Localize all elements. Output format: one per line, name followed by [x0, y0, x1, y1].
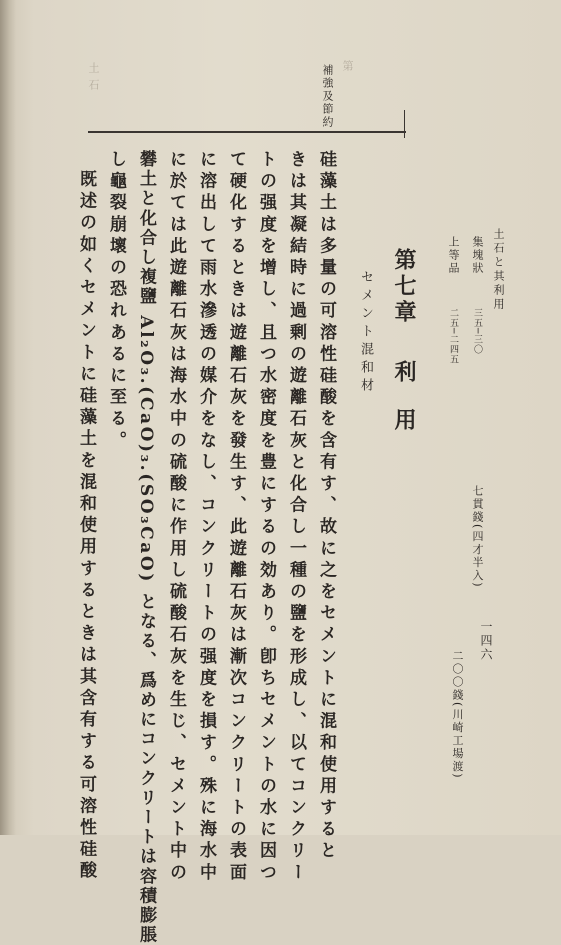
- body-column: に溶出して雨水滲透の媒介をなし、コンクリートの强度を損す。殊に海水中: [196, 150, 216, 885]
- table-row-item: 集塊狀: [471, 236, 484, 275]
- table-row-price: 七貫錢(四才半入): [471, 485, 484, 589]
- page-gutter-shadow: [0, 0, 16, 835]
- body-column: 既述の如くセメントに硅藻土を混和使用するときは其含有する可溶性硅酸: [76, 170, 96, 883]
- bleed-through-mark: 土石: [87, 62, 100, 96]
- chapter-title: 利用: [391, 360, 417, 456]
- chapter-number: 第七章: [391, 248, 417, 326]
- table-row-price: 二〇〇錢(川崎工場渡): [451, 650, 464, 780]
- body-column: し龜裂崩壞の恐れあるに至る。: [106, 150, 126, 453]
- table-row-range: 三五─三〇: [472, 308, 482, 355]
- margin-rule: [88, 131, 406, 133]
- body-column: 硅藻土は多量の可溶性硅酸を含有す、故に之をセメントに混和使用すると: [316, 150, 336, 863]
- body-column: て硬化するときは遊離石灰を發生す、此遊離石灰は漸次コンクリートの表面: [226, 150, 246, 885]
- running-head: 土石と其利用: [492, 228, 505, 312]
- page-number: 一四六: [479, 620, 493, 662]
- margin-note: 補強及節約: [321, 64, 334, 129]
- margin-rule-tick: [404, 110, 405, 138]
- section-heading: セメント混和材: [358, 270, 373, 396]
- body-column: 礬土と化合し複鹽 Al₂O₃.(CaO)₃.(SO₃CaO) となる、爲めにコンクリートは容積膨脹: [136, 150, 156, 945]
- body-column: に於ては此遊離石灰は海水中の硫酸に作用し硫酸石灰を生じ、セメント中の: [166, 150, 186, 885]
- body-column: きは其凝結時に過剰の遊離石灰と化合し一種の鹽を形成し、以てコンクリー: [286, 150, 306, 885]
- bleed-through-mark: 第: [341, 60, 354, 77]
- table-row-item: 上等品: [447, 236, 460, 275]
- table-row-range: 二五─二四五: [448, 308, 458, 365]
- body-column: トの强度を增し、且つ水密度を豊にするの効あり。卽ちセメントの水に因つ: [256, 150, 276, 885]
